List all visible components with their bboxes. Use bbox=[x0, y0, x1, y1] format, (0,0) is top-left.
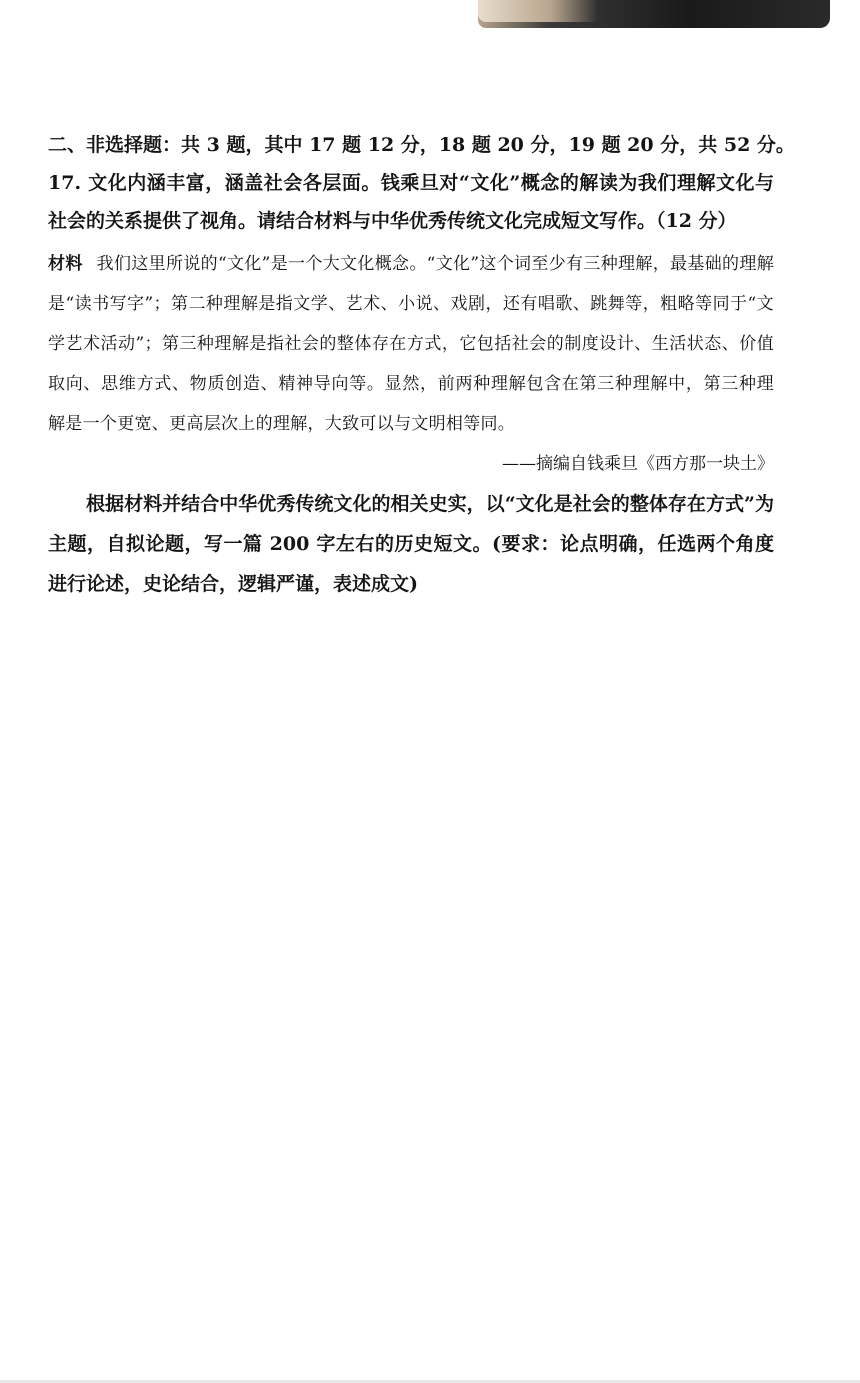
material-block bbox=[48, 244, 774, 444]
material-source: ——摘编自钱乘旦《西方那一块土》 bbox=[502, 454, 774, 474]
section-title: 二、非选择题：共 3 题，其中 17 题 12 分，18 题 20 分，19 题 20 分，共 52 分。 bbox=[48, 134, 795, 156]
material-text: 我们这里所说的“文化”是一个大文化概念。“文化”这个词至少有三种理解，最基础的理解是“读书写字”；第二种理解是指文学、艺术、小说、戏剧，还有唱歌、跳舞等，粗略等同于“文学艺术活动”；第三种理解是指社会的整体存在方式，它包括社会的制度设计、生活状态、价值取向、思维方式、物质创造、精神导向等。显然，前两种理解包含在第三种理解中，第三种理解是一个更宽、更高层次上的理解，大致可以与文明相等同。 bbox=[48, 254, 774, 434]
exam-content bbox=[48, 126, 795, 604]
question-17: 17. 文化内涵丰富，涵盖社会各层面。钱乘旦对“文化”概念的解读为我们理解文化与社会的关系提供了视角。请结合材料与中华优秀传统文化完成短文写作。（12 分） bbox=[48, 172, 774, 232]
writing-task: 根据材料并结合中华优秀传统文化的相关史实，以“文化是社会的整体存在方式”为主题，自拟论题，写一篇 200 字左右的历史短文。(要求：论点明确，任选两个角度进行论述，史论结合，逻辑严谨，表述成文) bbox=[48, 493, 774, 595]
scan-edge-shadow bbox=[478, 0, 830, 28]
material-label: 材料 bbox=[48, 254, 83, 274]
